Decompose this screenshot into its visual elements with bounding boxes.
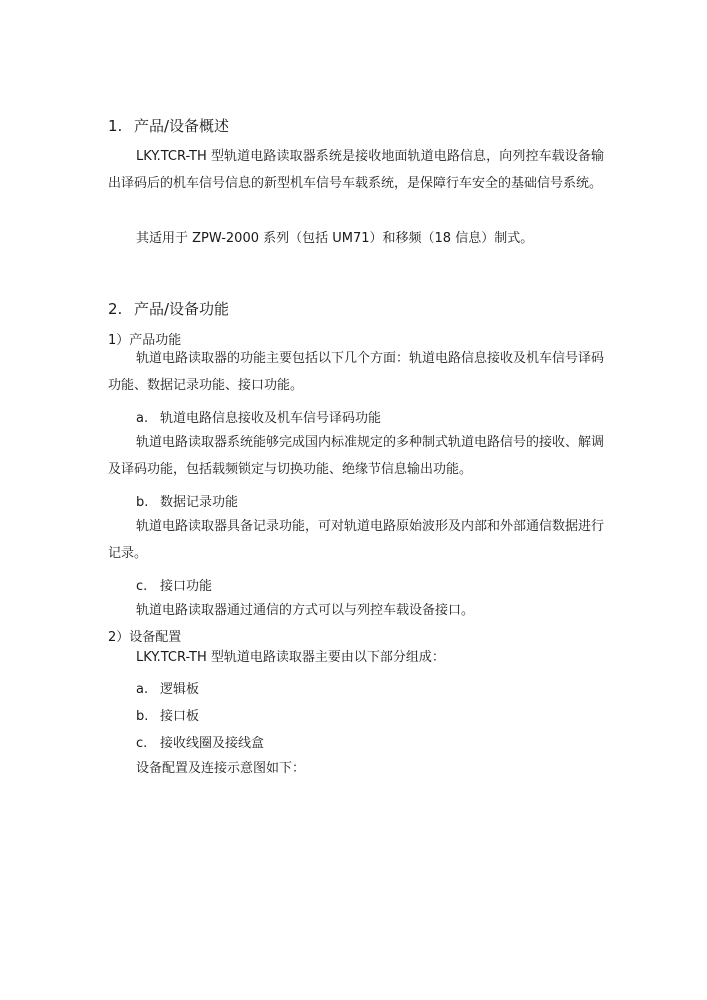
- section-1-paragraph-2: 其适用于 ZPW-2000 系列（包括 UM71）和移频（18 信息）制式。: [136, 231, 534, 246]
- function-item-a-mark: a.: [136, 411, 149, 426]
- section-1-number: 1.: [108, 117, 123, 135]
- config-item-b-text: 接口板: [160, 709, 200, 724]
- function-item-c-text: 轨道电路读取器通过通信的方式可以与列控车载设备接口。: [136, 603, 475, 618]
- section-2-title: 产品/设备功能: [134, 300, 230, 318]
- config-item-b-mark: b.: [136, 709, 149, 724]
- section-2-number: 2.: [108, 300, 123, 318]
- config-item-c: [136, 732, 264, 751]
- subsection-1-intro: 轨道电路读取器的功能主要包括以下几个方面：轨道电路信息接收及机车信号译码功能、数据记录功能、接口功能。: [108, 351, 605, 393]
- function-item-c-title: 接口功能: [160, 579, 213, 594]
- config-item-a-text: 逻辑板: [160, 682, 200, 697]
- function-item-b-text: 轨道电路读取器具备记录功能，可对轨道电路原始波形及内部和外部通信数据进行记录。: [108, 519, 605, 561]
- function-item-a-title: 轨道电路信息接收及机车信号译码功能: [160, 411, 382, 426]
- function-item-c-mark: c.: [136, 579, 148, 594]
- function-item-a: [136, 407, 381, 426]
- config-closing-text: 设备配置及连接示意图如下：: [136, 761, 306, 776]
- section-1-title: 产品/设备概述: [134, 117, 230, 135]
- config-item-c-text: 接收线圈及接线盒: [160, 736, 265, 751]
- config-item-a-mark: a.: [136, 682, 149, 697]
- section-2-heading: [108, 298, 229, 319]
- config-item-b: [136, 705, 199, 724]
- subsection-2-intro: LKY.TCR-TH 型轨道电路读取器主要由以下部分组成：: [136, 650, 445, 665]
- subsection-2-label: 2）设备配置: [108, 630, 182, 645]
- function-item-b-mark: b.: [136, 495, 149, 510]
- function-item-b-title: 数据记录功能: [160, 495, 239, 510]
- section-1-heading: [108, 115, 229, 136]
- config-item-c-mark: c.: [136, 736, 148, 751]
- subsection-1-label: 1）产品功能: [108, 333, 182, 348]
- function-item-c: [136, 575, 212, 594]
- function-item-b: [136, 491, 238, 510]
- config-item-a: [136, 678, 199, 697]
- function-item-a-text: 轨道电路读取器系统能够完成国内标准规定的多种制式轨道电路信号的接收、解调及译码功能，包括载频锁定与切换功能、绝缘节信息输出功能。: [108, 435, 605, 477]
- section-1-paragraph-1: LKY.TCR-TH 型轨道电路读取器系统是接收地面轨道电路信息，向列控车载设备输出译码后的机车信号信息的新型机车信号车载系统，是保障行车安全的基础信号系统。: [108, 149, 604, 191]
